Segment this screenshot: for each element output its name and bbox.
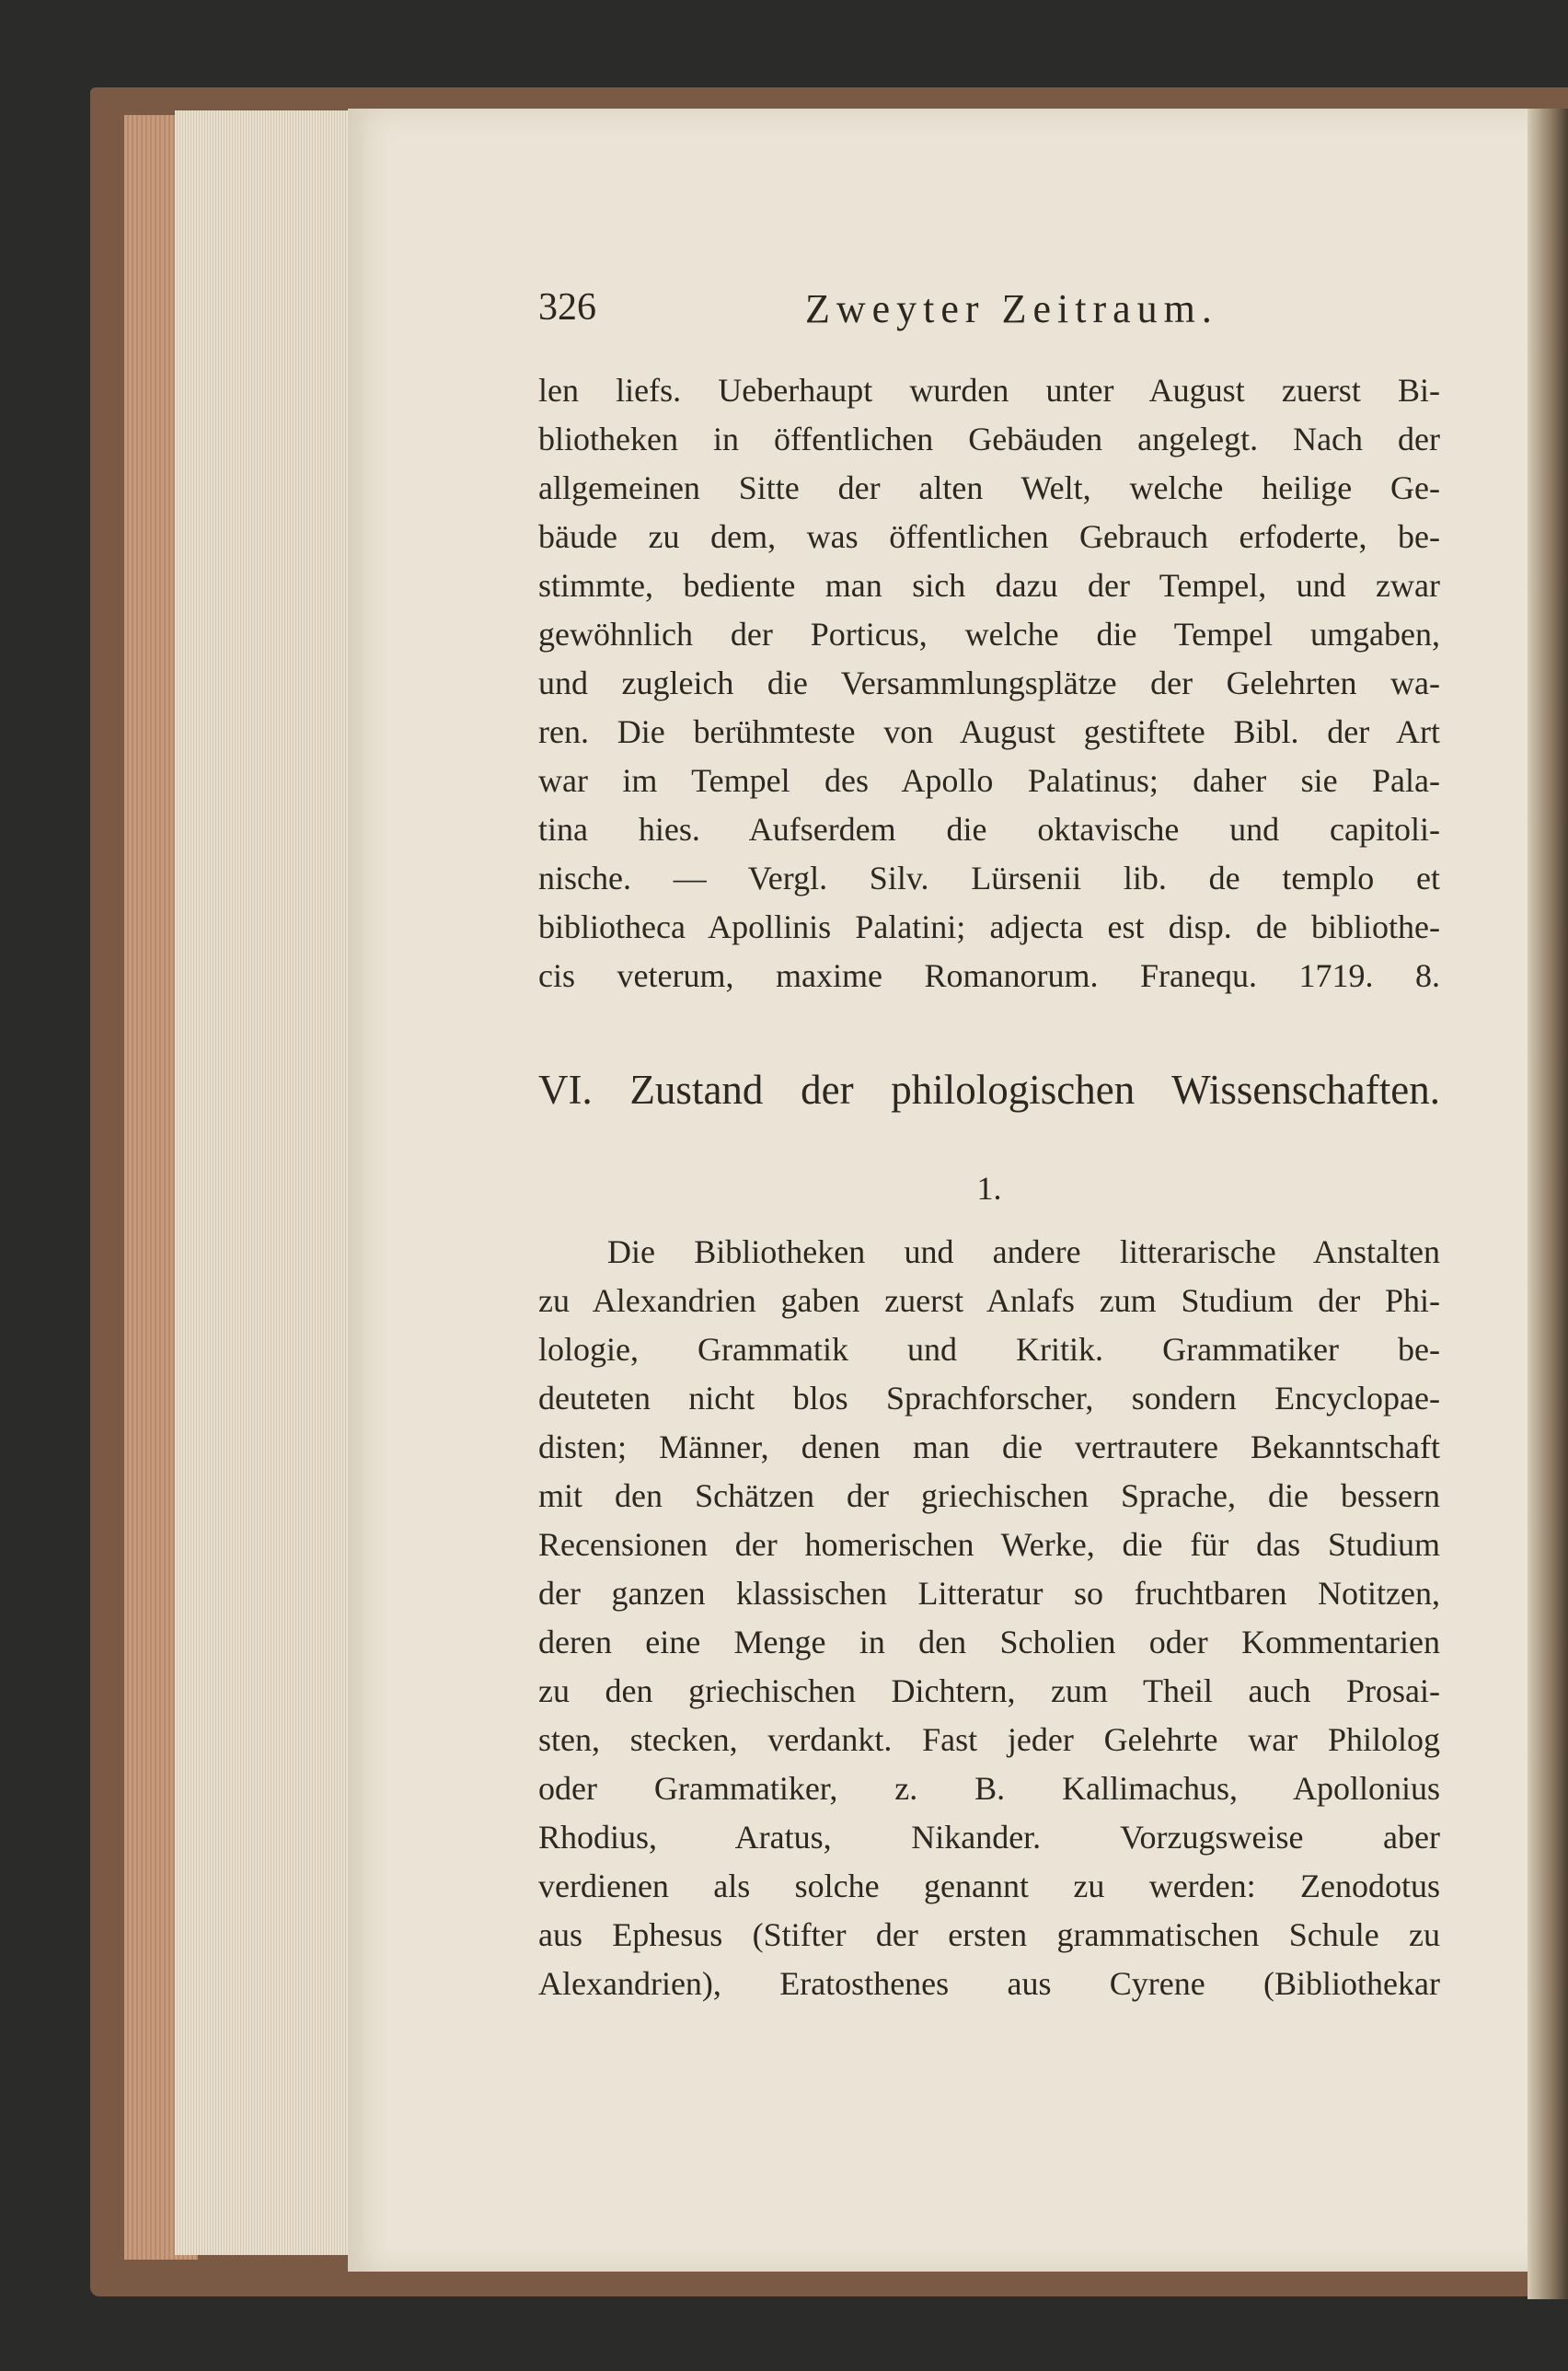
text-line: aus Ephesus (Stifter der ersten grammatischen Schule zu <box>538 1916 1440 1953</box>
running-title: Zweyter Zeitraum. <box>805 286 1218 331</box>
gutter-shadow <box>1528 109 1568 2299</box>
text-line: disten; Männer, denen man die vertrautere Bekanntschaft <box>538 1428 1440 1465</box>
text-line: bäude zu dem, was öffentlichen Gebrauch erfoderte, be- <box>538 518 1440 555</box>
text-line: nische. — Vergl. Silv. Lürsenii lib. de templo et <box>538 860 1440 896</box>
subsection-number: 1. <box>976 1170 1002 1207</box>
text-line: oder Grammatiker, z. B. Kallimachus, Apollonius <box>538 1770 1440 1807</box>
text-line: len liefs. Ueberhaupt wurden unter August zuerst Bi- <box>538 372 1440 409</box>
text-line: deren eine Menge in den Scholien oder Kommentarien <box>538 1624 1440 1660</box>
text-line: mit den Schätzen der griechischen Sprache, die bessern <box>538 1477 1440 1514</box>
text-line: zu Alexandrien gaben zuerst Anlafs zum Studium der Phi- <box>538 1282 1440 1319</box>
text-line: stimmte, bediente man sich dazu der Tempel, und zwar <box>538 567 1440 604</box>
text-line: Die Bibliotheken und andere litterarische Anstalten <box>607 1233 1440 1270</box>
page-number: 326 <box>538 286 596 329</box>
text-line: allgemeinen Sitte der alten Welt, welche heilige Ge- <box>538 469 1440 506</box>
text-line: cis veterum, maxime Romanorum. Franequ. 1719. 8. <box>538 957 1440 994</box>
text-line: Alexandrien), Eratosthenes aus Cyrene (Bibliothekar <box>538 1965 1440 2002</box>
text-line: deuteten nicht blos Sprachforscher, sondern Encyclopae- <box>538 1380 1440 1417</box>
text-line: bibliotheca Apollinis Palatini; adjecta est disp. de bibliothe- <box>538 908 1440 945</box>
text-line: zu den griechischen Dichtern, zum Theil auch Prosai- <box>538 1672 1440 1709</box>
text-line: und zugleich die Versammlungsplätze der Gelehrten wa- <box>538 665 1440 701</box>
text-line: sten, stecken, verdankt. Fast jeder Gelehrte war Philolog <box>538 1721 1440 1758</box>
text-line: Rhodius, Aratus, Nikander. Vorzugsweise aber <box>538 1819 1440 1856</box>
page-stack <box>175 110 359 2255</box>
text-line: verdienen als solche genannt zu werden: Zenodotus <box>538 1868 1440 1904</box>
text-line: bliotheken in öffentlichen Gebäuden angelegt. Nach der <box>538 421 1440 457</box>
text-line: ren. Die berühmteste von August gestiftete Bibl. der Art <box>538 713 1440 750</box>
text-line: lologie, Grammatik und Kritik. Grammatiker be- <box>538 1331 1440 1368</box>
section-heading: VI. Zustand der philologischen Wissenschaften. <box>538 1067 1440 1113</box>
text-line: Recensionen der homerischen Werke, die für das Studium <box>538 1526 1440 1563</box>
text-line: war im Tempel des Apollo Palatinus; daher sie Pala- <box>538 762 1440 799</box>
running-head <box>538 285 1458 341</box>
text-line: tina hies. Aufserdem die oktavische und capitoli- <box>538 811 1440 848</box>
text-line: gewöhnlich der Porticus, welche die Tempel umgaben, <box>538 616 1440 653</box>
text-line: der ganzen klassischen Litteratur so fruchtbaren Notitzen, <box>538 1575 1440 1612</box>
